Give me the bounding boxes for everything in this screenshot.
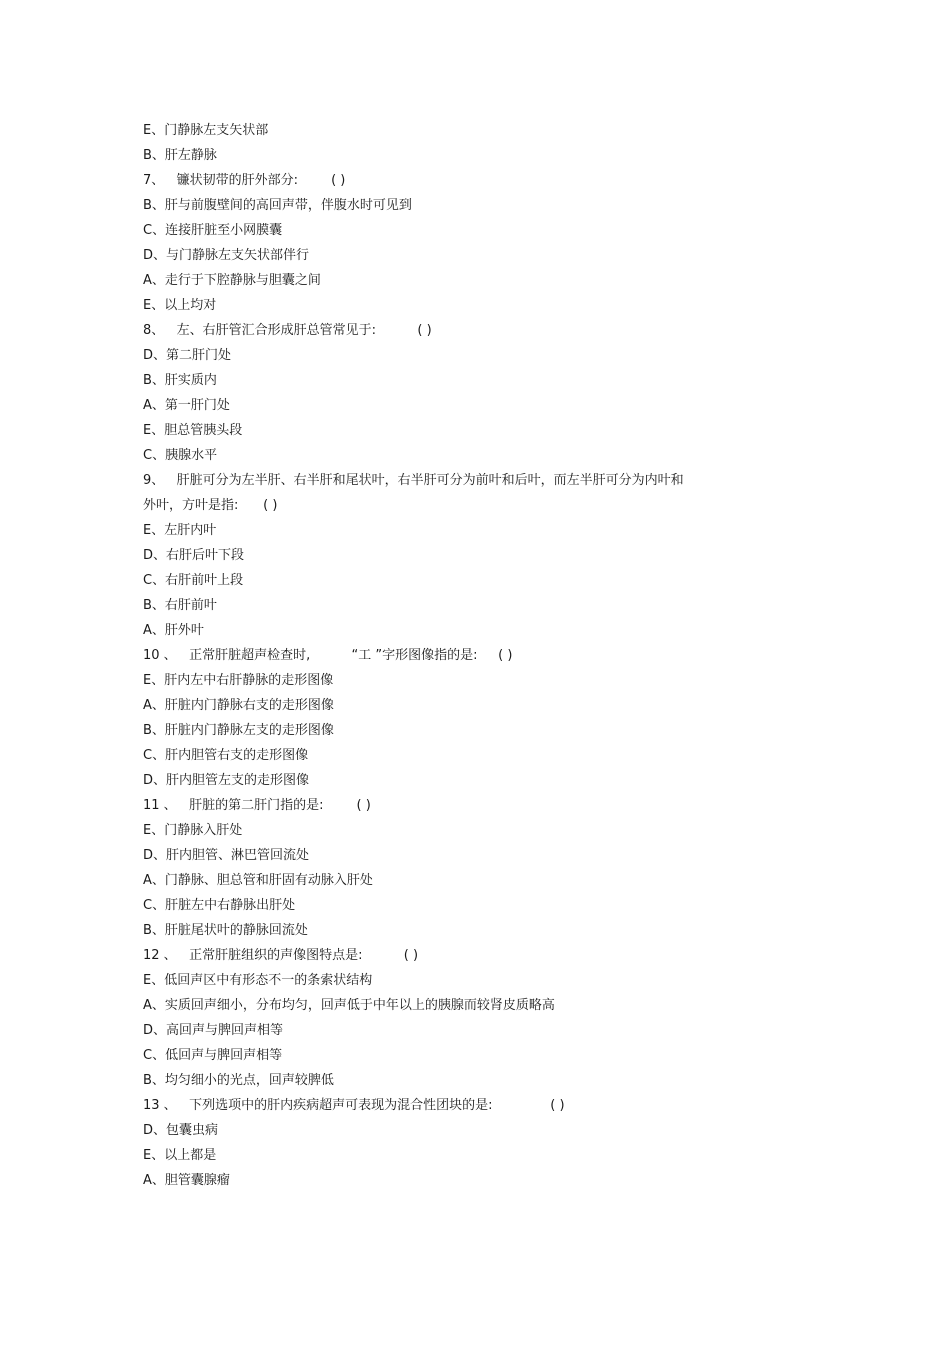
- option-line: A、门静脉、胆总管和肝固有动脉入肝处: [143, 873, 373, 888]
- option-line: E、左肝内叶: [143, 523, 217, 538]
- option-line: B、肝左静脉: [143, 148, 217, 163]
- question-line: 11 、 肝脏的第二肝门指的是: ( ): [143, 798, 371, 813]
- option-line: A、走行于下腔静脉与胆囊之间: [143, 273, 321, 288]
- option-line: C、肝脏左中右静脉出肝处: [143, 898, 296, 913]
- option-line: D、肝内胆管左支的走形图像: [143, 773, 310, 788]
- option-line: A、肝脏内门静脉右支的走形图像: [143, 698, 334, 713]
- option-line: D、包囊虫病: [143, 1123, 219, 1138]
- option-line: C、连接肝脏至小网膜囊: [143, 223, 283, 238]
- question-line: 9、 肝脏可分为左半肝、右半肝和尾状叶，右半肝可分为前叶和后叶，而左半肝可分为内叶和: [143, 473, 684, 488]
- question-line: 10 、 正常肝脏超声检查时, “工 ”字形图像指的是: ( ): [143, 648, 513, 663]
- option-line: C、肝内胆管右支的走形图像: [143, 748, 309, 763]
- option-line: B、肝脏尾状叶的静脉回流处: [143, 923, 308, 938]
- option-line: A、实质回声细小，分布均匀，回声低于中年以上的胰腺而较肾皮质略高: [143, 998, 555, 1013]
- question-line: 7、 镰状韧带的肝外部分: ( ): [143, 173, 346, 188]
- option-line: D、高回声与脾回声相等: [143, 1023, 284, 1038]
- question-line: 12 、 正常肝脏组织的声像图特点是: ( ): [143, 948, 419, 963]
- option-line: B、均匀细小的光点，回声较脾低: [143, 1073, 334, 1088]
- option-line: E、门静脉左支矢状部: [143, 123, 269, 138]
- option-line: A、第一肝门处: [143, 398, 230, 413]
- option-line: C、低回声与脾回声相等: [143, 1048, 283, 1063]
- option-line: E、以上都是: [143, 1148, 217, 1163]
- option-line: E、胆总管胰头段: [143, 423, 243, 438]
- question-list: [143, 118, 783, 1193]
- option-line: A、肝外叶: [143, 623, 204, 638]
- option-line: E、以上均对: [143, 298, 217, 313]
- question-line: 13 、 下列选项中的肝内疾病超声可表现为混合性团块的是: ( ): [143, 1098, 565, 1113]
- option-line: E、门静脉入肝处: [143, 823, 243, 838]
- option-line: A、胆管囊腺瘤: [143, 1173, 230, 1188]
- option-line: B、右肝前叶: [143, 598, 217, 613]
- question-line-continued: 外叶，方叶是指: ( ): [143, 498, 278, 513]
- option-line: B、肝实质内: [143, 373, 217, 388]
- option-line: D、肝内胆管、淋巴管回流处: [143, 848, 310, 863]
- option-line: D、右肝后叶下段: [143, 548, 245, 563]
- option-line: C、胰腺水平: [143, 448, 218, 463]
- option-line: C、右肝前叶上段: [143, 573, 244, 588]
- option-line: D、与门静脉左支矢状部伴行: [143, 248, 310, 263]
- option-line: B、肝与前腹壁间的高回声带，伴腹水时可见到: [143, 198, 412, 213]
- option-line: E、低回声区中有形态不一的条索状结构: [143, 973, 373, 988]
- option-line: B、肝脏内门静脉左支的走形图像: [143, 723, 334, 738]
- question-line: 8、 左、右肝管汇合形成肝总管常见于: ( ): [143, 323, 432, 338]
- option-line: E、肝内左中右肝静脉的走形图像: [143, 673, 334, 688]
- option-line: D、第二肝门处: [143, 348, 232, 363]
